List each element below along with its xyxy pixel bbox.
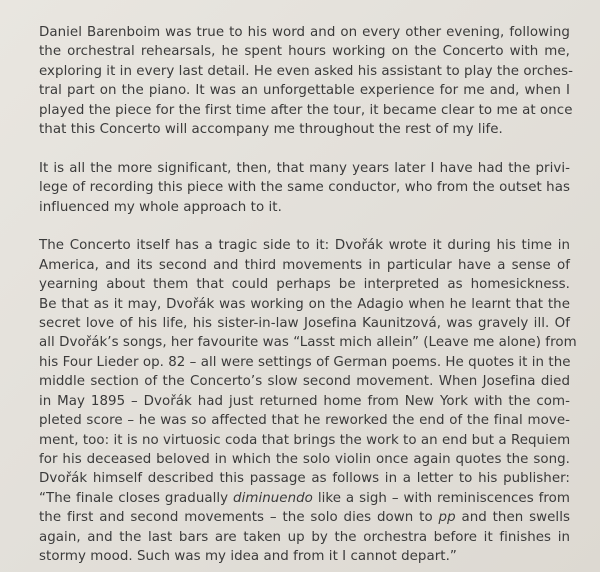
text-line: played the piece for the first time after the tour, it became clear to me at once	[39, 102, 573, 118]
italic-term-pp: pp	[438, 510, 456, 526]
text-line: secret love of his life, his sister-in-law Josefina Kaunitzová, was gravely ill. Of	[39, 316, 570, 332]
quote-text: the first and second movements – the solo dies down to	[39, 510, 439, 526]
text-line: Be that as it may, Dvořák was working on the Adagio when he learnt that the	[39, 296, 570, 312]
text-line: influenced my whole approach to it.	[39, 199, 282, 215]
text-line: the orchestral rehearsals, he spent hours working on the Concerto with me,	[39, 44, 570, 60]
text-line: Daniel Barenboim was true to his word and on every other evening, following	[39, 25, 570, 40]
text-line: ment, too: it is no virtuosic coda that brings the work to an end but a Requiem	[39, 432, 571, 448]
text-line: The Concerto itself has a tragic side to it: Dvořák wrote it during his time in	[39, 238, 570, 254]
quote-line	[39, 508, 570, 527]
text-line: his Four Lieder op. 82 – all were settings of German poems. He quotes it in the	[39, 354, 571, 370]
paragraph-barenboim-rehearsals	[39, 23, 573, 139]
text-line: It is all the more significant, then, that many years later I have had the privi-	[39, 160, 570, 176]
text-line: for his deceased beloved in which the solo violin once again quotes the song.	[39, 451, 570, 467]
italic-term-diminuendo: diminuendo	[233, 490, 313, 506]
quote-line: stormy mood. Such was my idea and from it I cannot depart.”	[39, 548, 457, 564]
text-line: yearning about them that could perhaps be interpreted as homesickness.	[39, 277, 570, 293]
text-line: lege of recording this piece with the same conductor, who from the outset has	[39, 180, 570, 196]
quote-line: again, and the last bars are taken up by the orchestra before it finishes in	[39, 529, 570, 545]
quote-text: like a sigh – with reminiscences from	[312, 490, 571, 506]
text-line: America, and its second and third movements in particular have a sense of	[39, 257, 570, 273]
text-line: middle section of the Concerto’s slow second movement. When Josefina died	[39, 374, 570, 390]
paragraph-recording-privilege	[39, 159, 570, 217]
text-line: that this Concerto will accompany me throughout the rest of my life.	[39, 122, 503, 138]
paragraph-concerto-tragic-side	[39, 236, 577, 566]
text-line: all Dvořák’s songs, her favourite was “Lasst mich allein” (Leave me alone) from	[39, 335, 577, 351]
text-line: pleted score – he was so affected that he reworked the end of the final move-	[39, 413, 570, 429]
text-line: tral part on the piano. It was an unforgettable experience for me and, when I	[39, 83, 570, 99]
text-line: Dvořák himself described this passage as follows in a letter to his publisher:	[39, 471, 570, 487]
quote-text: and then swells	[455, 510, 571, 526]
quote-line	[39, 489, 570, 508]
text-line: in May 1895 – Dvořák had just returned home from New York with the com-	[39, 393, 570, 409]
text-line: exploring it in every last detail. He even asked his assistant to play the orches-	[39, 63, 573, 79]
quote-text: “The finale closes gradually	[39, 490, 234, 506]
